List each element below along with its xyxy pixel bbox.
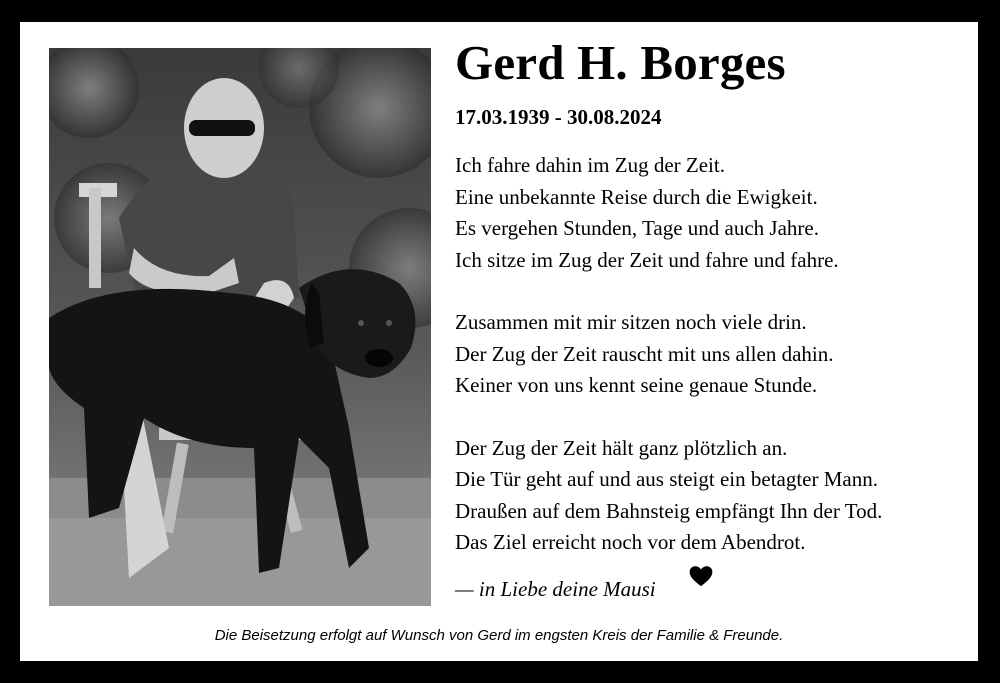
burial-note: Die Beisetzung erfolgt auf Wunsch von Gerd im engsten Kreis der Familie & Freunde.	[214, 627, 784, 644]
heart-icon	[688, 563, 714, 589]
poem-line: Ich fahre dahin im Zug der Zeit.	[455, 153, 725, 177]
life-dates: 17.03.1939 - 30.08.2024	[455, 105, 662, 129]
portrait-photo-graphic	[49, 48, 431, 606]
poem-line: Der Zug der Zeit hält ganz plötzlich an.	[455, 435, 788, 460]
poem-line: Das Ziel erreicht noch vor dem Abendrot.	[455, 530, 806, 554]
poem-stanza-2	[455, 307, 882, 402]
poem-stanza-3	[455, 433, 882, 559]
poem-line: Es vergehen Stunden, Tage und auch Jahre.	[455, 216, 819, 240]
portrait-photo	[49, 48, 431, 606]
poem-line: Zusammen mit mir sitzen noch viele drin.	[455, 310, 807, 334]
poem-stanza-1	[455, 150, 882, 276]
poem-line: Eine unbekannte Reise durch die Ewigkeit.	[455, 184, 818, 209]
poem-line: Die Tür geht auf und aus steigt ein betagter Mann.	[455, 467, 878, 491]
obituary-card	[20, 22, 978, 661]
poem	[455, 150, 882, 590]
poem-line: Ich sitze im Zug der Zeit und fahre und fahre.	[455, 247, 839, 272]
poem-line: Draußen auf dem Bahnsteig empfängt Ihn der Tod.	[455, 498, 883, 523]
poem-line: Keiner von uns kennt seine genaue Stunde.	[455, 373, 818, 397]
signature: — in Liebe deine Mausi	[455, 577, 656, 601]
deceased-name: Gerd H. Borges	[455, 35, 786, 90]
poem-line: Der Zug der Zeit rauscht mit uns allen dahin.	[455, 341, 834, 366]
